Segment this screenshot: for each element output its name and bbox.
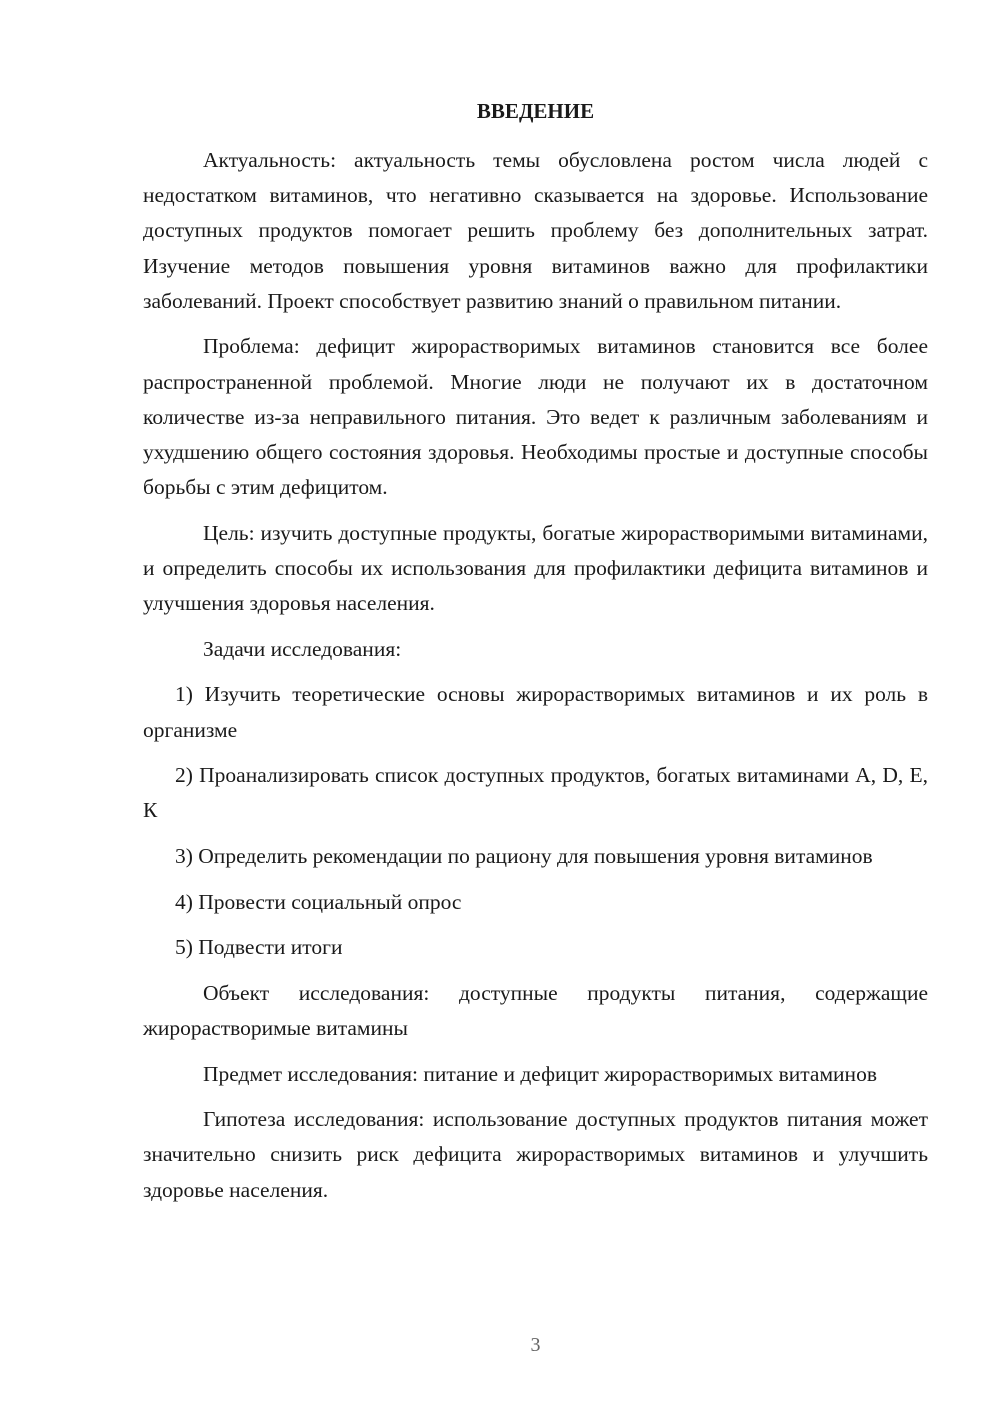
task-item-4: 4) Провести социальный опрос (175, 889, 462, 914)
tasks-heading: Задачи исследования: (203, 636, 402, 661)
task-item-3: 3) Определить рекомендации по рациону для повышения уровня витаминов (175, 844, 873, 868)
document-body (143, 143, 928, 1218)
hypothesis-paragraph: Гипотеза исследования: использование доступных продуктов питания может значительно снизить риск дефицита жирорастворимых витаминов и улучшить здоровье населения. (143, 1107, 928, 1202)
object-paragraph: Объект исследования: доступные продукты питания, содержащие жирорастворимые витамины (143, 980, 928, 1040)
subject-paragraph: Предмет исследования: питание и дефицит жирорастворимых витаминов (203, 1061, 877, 1086)
goal-paragraph: Цель: изучить доступные продукты, богатые жирорастворимыми витаминами, и определить способы их использования для профилактики дефицита витаминов и улучшения здоровья населения. (143, 520, 928, 616)
page-number: 3 (530, 1334, 541, 1356)
task-item-5: 5) Подвести итоги (175, 935, 343, 960)
problem-paragraph: Проблема: дефицит жирорастворимых витаминов становится все более распространенной проблемой. Многие люди не получают их в достаточном количестве из-за неправильного питания. Это ведет к различным заболеваниям и ухудшению общего состояния здоровья. Необходимы простые и доступные способы борьбы с этим дефицитом. (143, 334, 928, 500)
relevance-paragraph: Актуальность: актуальность темы обусловлена ростом числа людей с недостатком витаминов, что негативно сказывается на здоровье. Использование доступных продуктов помогает решить проблему без дополнительных затрат. Изучение методов повышения уровня витаминов важно для профилактики заболеваний. Проект способствует развитию знаний о правильном питании. (143, 148, 928, 313)
task-item-2: 2) Проанализировать список доступных продуктов, богатых витаминами A, D, E, К (143, 763, 928, 823)
document-page (143, 0, 928, 1414)
task-item-1: 1) Изучить теоретические основы жирорастворимых витаминов и их роль в организме (143, 682, 928, 742)
section-title: ВВЕДЕНИЕ (476, 99, 595, 123)
